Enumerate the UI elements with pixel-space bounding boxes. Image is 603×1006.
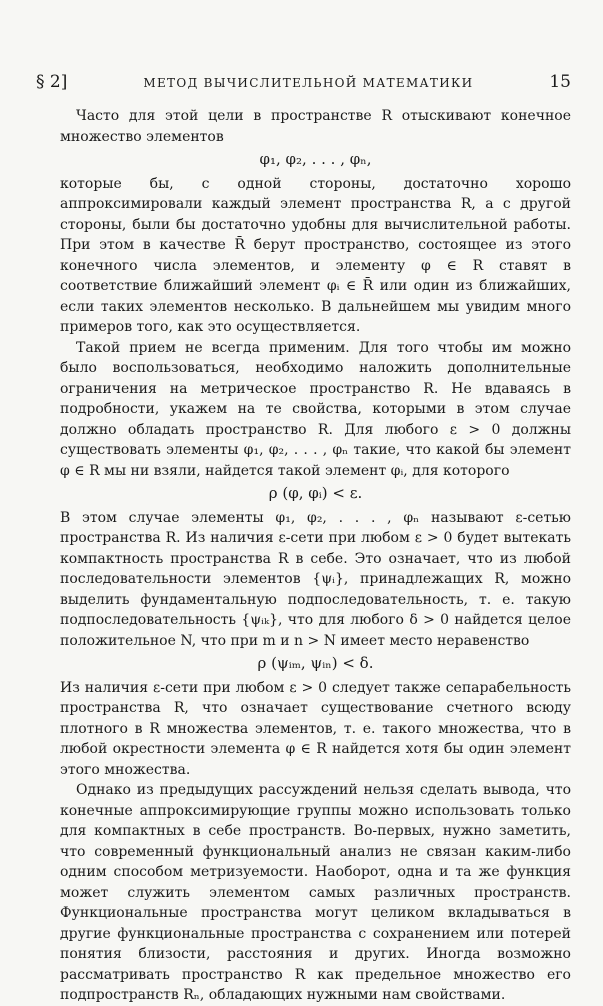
section-marker: § 2] xyxy=(36,72,68,92)
page-number: 15 xyxy=(549,72,571,92)
page-body xyxy=(60,106,571,1006)
formula-3: ρ (ψᵢₘ, ψᵢₙ) < δ. xyxy=(257,654,374,672)
paragraph-1: Часто для этой цели в пространстве R отыскивают конечное множество элементов xyxy=(60,108,571,145)
paragraph-5: Из наличия ε-сети при любом ε > 0 следует также сепарабельность пространства R, что означает существование счетного всюду плотного в R множества элементов, т. е. такого множества, что в любой окрестности элемента φ ∈ R найдется хотя бы один элемент этого множества. xyxy=(60,679,571,778)
formula-1: φ₁, φ₂, . . . , φₙ, xyxy=(259,150,372,168)
paragraph-4: В этом случае элементы φ₁, φ₂, . . . , φₙ называют ε-сетью пространства R. Из наличия ε-сети при любом ε > 0 будет вытекать компактность пространства R в себе. Это означает, что из любой последовательности элементов {ψᵢ}, принадлежащих R, можно выделить фундаментальную подпоследовательность, т. е. такую подпоследовательность {ψᵢₖ}, что для любого δ > 0 найдется целое положительное N, что при m и n > N имеет место неравенство xyxy=(60,509,571,649)
running-header xyxy=(36,72,571,96)
paragraph-3: Такой прием не всегда применим. Для того чтобы им можно было воспользоваться, необходимо наложить дополнительные ограничения на метрическое пространство R. Не вдаваясь в подробности, укажем на те свойства, которыми в этом случае должно обладать пространство R. Для любого ε > 0 должны существовать элементы φ₁, φ₂, . . . , φₙ такие, что какой бы элемент φ ∈ R мы ни взяли, найдется такой элемент φᵢ, для которого xyxy=(60,339,571,479)
formula-2: ρ (φ, φᵢ) < ε. xyxy=(268,484,363,502)
paragraph-6: Однако из предыдущих рассуждений нельзя сделать вывода, что конечные аппроксимирующие группы можно использовать только для компактных в себе пространств. Во-первых, нужно заметить, что современный функциональный анализ не связан каким-либо одним способом метризуемости. Наоборот, одна и та же функция может служить элементом самых различных пространств. Функциональные пространства могут целиком вкладываться в другие функциональные пространства с сохранением или потерей понятия близости, расстояния и других. Иногда возможно рассматривать пространство R как предельное множество его подпространств Rₙ, обладающих нужными нам свойствами. xyxy=(60,782,571,1003)
running-title: МЕТОД ВЫЧИСЛИТЕЛЬНОЙ МАТЕМАТИКИ xyxy=(143,76,474,90)
paragraph-2: которые бы, с одной стороны, достаточно хорошо аппроксимировали каждый элемент пространства R, а с другой стороны, были бы достаточно удобны для вычислительной работы. При этом в качестве R̄ берут пространство, состоящее из этого конечного числа элементов, и элементу φ ∈ R ставят в соответствие ближайший элемент φᵢ ∈ R̄ или один из ближайших, если таких элементов несколько. В дальнейшем мы увидим много примеров того, как это осуществляется. xyxy=(60,175,571,335)
